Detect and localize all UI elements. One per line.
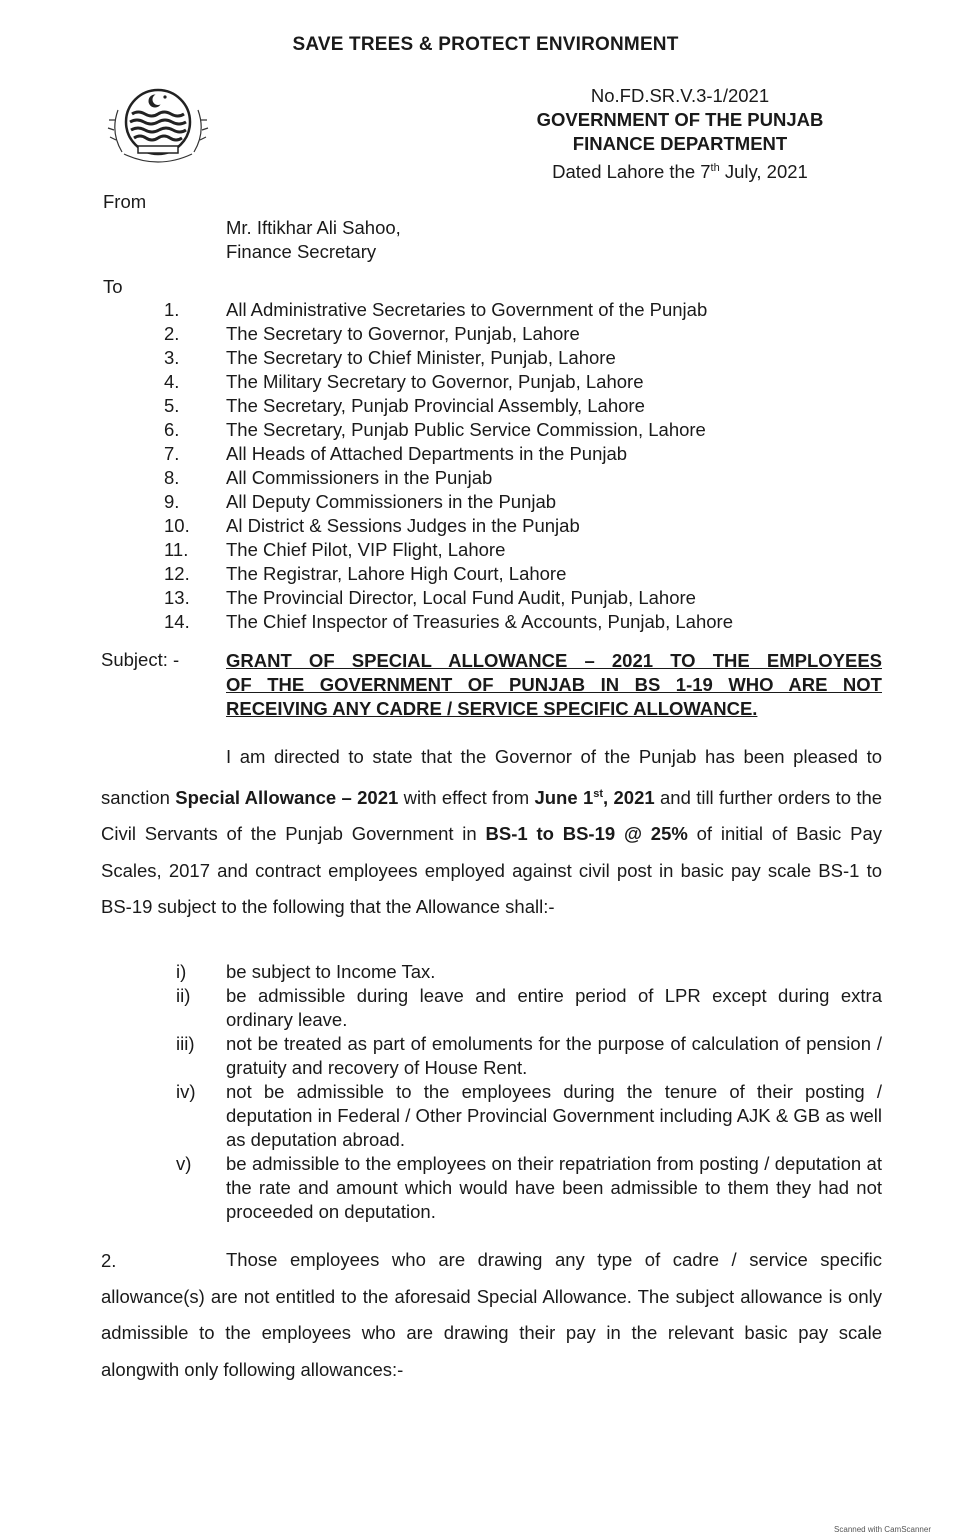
list-item: 7. All Heads of Attached Departments in the Punjab <box>164 443 628 464</box>
to-label: To <box>103 276 123 297</box>
paragraph-2: Those employees who are drawing any type of cadre / service specific allowance(s) are not entitled to the aforesaid Special Allowance. The subject allowance is only admissible to the employees who are drawing their pay in the relevant basic pay scale alongwith only following allowances:- <box>101 1249 882 1380</box>
list-item: iii) not be treated as part of emoluments for the purpose of calculation of pension / gratuity and recovery of House Rent. <box>176 1033 882 1078</box>
paragraph-2-number: 2. <box>101 1250 117 1271</box>
from-label: From <box>103 191 147 212</box>
list-item: 5. The Secretary, Punjab Provincial Assembly, Lahore <box>164 395 645 416</box>
list-item: v) be admissible to the employees on their repatriation from posting / deputation at the rate and amount which would have been admissible to them they had not proceeded on deputation. <box>176 1153 882 1222</box>
subject-label: Subject: - <box>101 649 180 670</box>
government-name: GOVERNMENT OF THE PUNJAB <box>536 109 824 130</box>
emblem-scroll <box>138 146 178 153</box>
list-item: 10. Al District & Sessions Judges in the Punjab <box>164 515 580 536</box>
list-item: 3. The Secretary to Chief Minister, Punjab, Lahore <box>164 347 616 368</box>
sender-designation: Finance Secretary <box>226 241 377 262</box>
paragraph-1: I am directed to state that the Governor of the Punjab has been pleased to sanction Special Allowance – 2021 with effect from June 1st, 2021 and till further orders to the Civil Servants of the Punjab Government in BS-1 to BS-19 @ 25% of initial of Basic Pay Scales, 2017 and contract employees employed against civil post in basic pay scale BS-1 to BS-19 subject to the following that the Allowance shall:- <box>101 746 883 918</box>
reference-number: No.FD.SR.V.3-1/2021 <box>590 85 770 106</box>
conditions-list <box>170 960 882 1224</box>
list-item: 12. The Registrar, Lahore High Court, Lahore <box>164 563 567 584</box>
date-prefix: Dated Lahore the 7 <box>552 161 711 183</box>
punjab-government-emblem <box>104 82 212 168</box>
list-item: ii) be admissible during leave and entire period of LPR except during extra ordinary leave. <box>176 985 882 1030</box>
list-item: 2. The Secretary to Governor, Punjab, Lahore <box>164 323 580 344</box>
subject-heading <box>226 649 882 721</box>
date-ordinal: th <box>710 162 720 174</box>
department-name: FINANCE DEPARTMENT <box>572 133 788 154</box>
list-item: 9. All Deputy Commissioners in the Punjab <box>164 491 557 512</box>
page-banner: SAVE TREES & PROTECT ENVIRONMENT <box>292 34 679 55</box>
list-item: 6. The Secretary, Punjab Public Service Commission, Lahore <box>164 419 706 440</box>
recipients-list <box>160 298 860 634</box>
scanner-watermark: Scanned with CamScanner <box>834 1525 931 1534</box>
sender-name: Mr. Iftikhar Ali Sahoo, <box>226 217 401 238</box>
letter-date <box>470 156 890 184</box>
date-suffix: July, 2021 <box>719 161 808 183</box>
subject-line-2: OF THE GOVERNMENT OF PUNJAB IN BS 1-19 WHO ARE NOT <box>226 674 882 695</box>
subject-line-1: GRANT OF SPECIAL ALLOWANCE – 2021 TO THE EMPLOYEES <box>226 650 882 671</box>
list-item: 1. All Administrative Secretaries to Government of the Punjab <box>164 299 708 320</box>
list-item: i) be subject to Income Tax. <box>176 961 436 982</box>
list-item: 4. The Military Secretary to Governor, Punjab, Lahore <box>164 371 644 392</box>
list-item: 13. The Provincial Director, Local Fund Audit, Punjab, Lahore <box>164 587 696 608</box>
subject-line-3: RECEIVING ANY CADRE / SERVICE SPECIFIC ALLOWANCE. <box>226 698 758 719</box>
list-item: iv) not be admissible to the employees during the tenure of their posting / deputation in Federal / Other Provincial Government including AJK & GB as well as deputation abroad. <box>176 1081 882 1150</box>
list-item: 8. All Commissioners in the Punjab <box>164 467 493 488</box>
list-item: 11. The Chief Pilot, VIP Flight, Lahore <box>164 539 506 560</box>
list-item: 14. The Chief Inspector of Treasuries & Accounts, Punjab, Lahore <box>164 611 733 632</box>
